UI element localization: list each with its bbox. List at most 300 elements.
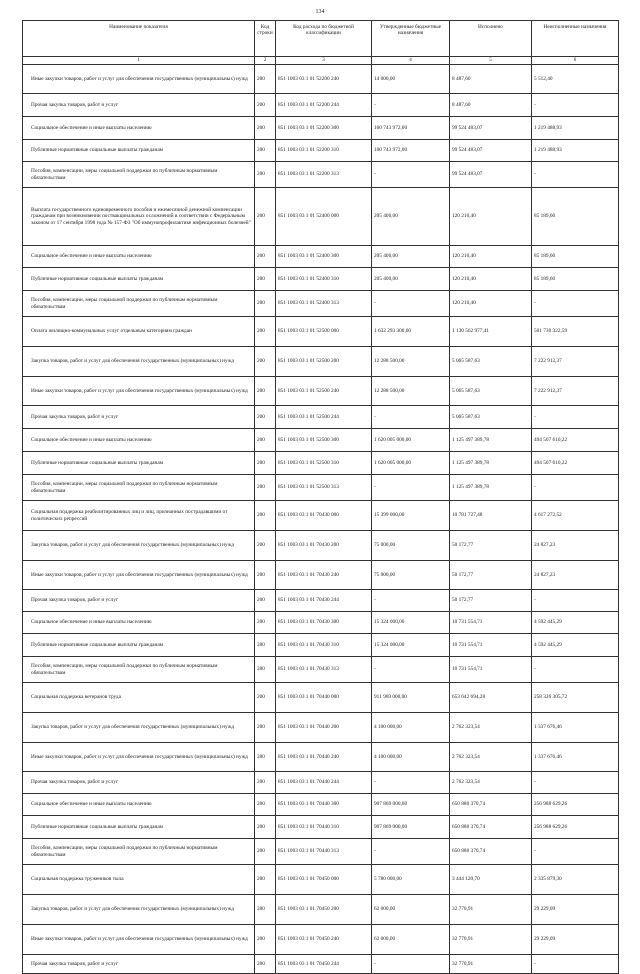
indicator-name-cell [23,657,255,683]
budget-code-text: 851 1003 03 1 01 52400 300 [278,253,339,260]
unexecuted-amount-text: 7 222 912,37 [534,387,562,394]
table-row [23,895,619,925]
approved-amount-cell [372,65,450,94]
budget-code-cell [276,347,372,377]
executed-amount-cell [450,452,532,475]
indicator-name-cell [23,117,255,140]
header-executed: Исполнено [450,21,532,57]
executed-amount-cell [450,561,532,590]
executed-amount-cell [450,531,532,561]
indicator-name-text: Пособия, компенсации, меры социальной поддержки по публичным нормативным обязательствам [31,297,218,310]
approved-amount-text: - [374,848,376,855]
unexecuted-amount-cell [532,839,619,865]
indicator-name-cell [23,816,255,839]
budget-code-cell [276,561,372,590]
budget-code-text: 851 1003 03 1 01 70430 313 [278,666,339,673]
approved-amount-text: - [374,484,376,491]
approved-amount-text: 75 000,00 [374,571,396,578]
budget-code-cell [276,612,372,634]
executed-amount-cell [450,743,532,772]
executed-amount-text: 653 642 694,28 [452,694,486,701]
unexecuted-amount-text: 258 326 305,72 [534,694,568,701]
executed-amount-cell [450,291,532,317]
indicator-name-cell [23,65,255,94]
unexecuted-amount-text: 85 189,60 [534,213,556,220]
budget-code-cell [276,683,372,713]
executed-amount-cell [450,590,532,612]
approved-amount-text: - [374,413,376,420]
line-code-cell [255,865,276,895]
executed-amount-text: 8 487,60 [452,75,471,82]
approved-amount-cell [372,865,450,895]
approved-amount-cell [372,501,450,531]
indicator-name-text: Прочая закупка товаров, работ и услуг [31,960,119,967]
executed-amount-text: 1 125 497 389,78 [452,436,490,443]
approved-amount-text: 911 969 000,00 [374,694,407,701]
approved-amount-text: 1 632 293 300,00 [374,328,412,335]
executed-amount-text: 10 731 554,71 [452,641,483,648]
unexecuted-amount-text: - [534,848,536,855]
line-code-text: 200 [257,641,265,648]
unexecuted-amount-text: 29 229,09 [534,906,556,913]
executed-amount-text: 50 172,77 [452,597,474,604]
approved-amount-cell [372,794,450,816]
approved-amount-text: 15 324 000,00 [374,619,405,626]
unexecuted-amount-text: - [534,300,536,307]
approved-amount-text: 205 400,00 [374,275,398,282]
budget-code-cell [276,743,372,772]
line-code-cell [255,895,276,925]
approved-amount-cell [372,162,450,188]
line-code-text: 200 [257,694,265,701]
line-code-cell [255,377,276,406]
line-code-cell [255,634,276,657]
line-code-cell [255,612,276,634]
indicator-name-cell [23,865,255,895]
approved-amount-cell [372,452,450,475]
budget-code-text: 851 1003 03 1 01 52200 300 [278,124,339,131]
unexecuted-amount-cell [532,612,619,634]
indicator-name-text: Пособия, компенсации, меры социальной поддержки по публичным нормативным обязательствам [31,663,218,676]
approved-amount-text: 62 000,00 [374,936,396,943]
table-row [23,347,619,377]
approved-amount-text: 4 100 000,00 [374,753,402,760]
indicator-name-text: Социальное обеспечение и иные выплаты населению [31,124,152,131]
indicator-name-cell [23,377,255,406]
table-row [23,657,619,683]
table-row [23,406,619,429]
line-code-text: 200 [257,124,265,131]
budget-code-text: 851 1003 03 1 01 52400 000 [278,213,339,220]
table-row [23,713,619,743]
line-code-text: 200 [257,101,265,108]
header-line-code: Код строки [255,21,276,57]
executed-amount-cell [450,955,532,974]
executed-amount-cell [450,188,532,246]
line-code-cell [255,347,276,377]
budget-code-text: 851 1003 03 1 01 52200 310 [278,147,339,154]
table-row [23,94,619,117]
line-code-cell [255,794,276,816]
budget-code-cell [276,452,372,475]
line-code-cell [255,429,276,452]
budget-code-text: 851 1003 03 1 01 70430 310 [278,641,339,648]
budget-code-cell [276,925,372,955]
indicator-name-text: Публичные нормативные социальные выплаты гражданам [31,823,164,830]
approved-amount-cell [372,406,450,429]
table-row [23,794,619,816]
unexecuted-amount-cell [532,531,619,561]
budget-code-text: 851 1003 03 1 01 52500 240 [278,387,339,394]
line-code-cell [255,531,276,561]
approved-amount-cell [372,612,450,634]
budget-code-text: 851 1003 03 1 01 70450 240 [278,936,339,943]
column-number: 1 [23,57,255,65]
executed-amount-cell [450,117,532,140]
approved-amount-text: 15 399 000,00 [374,512,405,519]
unexecuted-amount-text: - [534,413,536,420]
unexecuted-amount-cell [532,895,619,925]
approved-amount-cell [372,188,450,246]
indicator-name-cell [23,531,255,561]
approved-amount-cell [372,925,450,955]
approved-amount-text: 4 100 000,00 [374,724,402,731]
line-code-text: 200 [257,387,265,394]
budget-code-cell [276,839,372,865]
indicator-name-text: Социальная поддержка реабилитированных лиц и лиц, признанных пострадавшими от политических репрессий [31,509,228,522]
budget-code-cell [276,65,372,94]
table-row [23,612,619,634]
line-code-text: 200 [257,147,265,154]
indicator-name-text: Социальная поддержка тружеников тыла [31,876,124,883]
unexecuted-amount-cell [532,743,619,772]
unexecuted-amount-text: 24 827,23 [534,571,556,578]
budget-code-text: 851 1003 03 1 01 52500 200 [278,358,339,365]
unexecuted-amount-cell [532,657,619,683]
unexecuted-amount-cell [532,140,619,162]
column-number: 5 [450,57,532,65]
executed-amount-text: 5 065 587,63 [452,387,480,394]
executed-amount-cell [450,865,532,895]
line-code-cell [255,501,276,531]
column-number: 3 [276,57,372,65]
table-row [23,531,619,561]
budget-code-cell [276,955,372,974]
budget-code-text: 851 1003 03 1 01 70440 313 [278,848,339,855]
table-row [23,188,619,246]
approved-amount-cell [372,291,450,317]
indicator-name-cell [23,612,255,634]
budget-code-text: 851 1003 03 1 01 52500 244 [278,413,339,420]
budget-code-text: 851 1003 03 1 01 52200 244 [278,101,339,108]
line-code-cell [255,117,276,140]
approved-amount-cell [372,895,450,925]
executed-amount-cell [450,683,532,713]
line-code-cell [255,246,276,268]
executed-amount-cell [450,657,532,683]
indicator-name-text: Социальное обеспечение и иные выплаты населению [31,253,152,260]
unexecuted-amount-text: - [534,101,536,108]
budget-code-text: 851 1003 03 1 01 70430 300 [278,619,339,626]
indicator-name-cell [23,955,255,974]
executed-amount-cell [450,501,532,531]
approved-amount-cell [372,743,450,772]
indicator-name-cell [23,188,255,246]
line-code-text: 200 [257,960,265,967]
unexecuted-amount-text: 4 592 445,29 [534,619,562,626]
approved-amount-cell [372,816,450,839]
unexecuted-amount-text: - [534,171,536,178]
indicator-name-cell [23,94,255,117]
approved-amount-cell [372,94,450,117]
executed-amount-text: 99 524 483,07 [452,124,483,131]
line-code-text: 200 [257,724,265,731]
line-code-text: 200 [257,213,265,220]
indicator-name-text: Публичные нормативные социальные выплаты гражданам [31,147,164,154]
unexecuted-amount-cell [532,501,619,531]
unexecuted-amount-text: 1 219 488,93 [534,124,562,131]
executed-amount-cell [450,895,532,925]
unexecuted-amount-cell [532,955,619,974]
indicator-name-cell [23,317,255,347]
executed-amount-cell [450,713,532,743]
table-row [23,117,619,140]
executed-amount-cell [450,162,532,188]
line-code-cell [255,65,276,94]
indicator-name-text: Иные закупки товаров, работ и услуг для обеспечения государственных (муниципальных) нужд [31,936,248,943]
line-code-text: 200 [257,358,265,365]
budget-code-cell [276,772,372,794]
approved-amount-text: 5 780 000,00 [374,876,402,883]
line-code-text: 200 [257,542,265,549]
budget-code-cell [276,246,372,268]
unexecuted-amount-cell [532,683,619,713]
budget-code-text: 851 1003 03 1 01 52500 300 [278,436,339,443]
approved-amount-text: 100 743 972,00 [374,124,408,131]
table-row [23,268,619,291]
approved-amount-text: - [374,101,376,108]
table-row [23,743,619,772]
table-row [23,452,619,475]
unexecuted-amount-cell [532,377,619,406]
unexecuted-amount-text: - [534,779,536,786]
approved-amount-text: 100 743 972,00 [374,147,408,154]
executed-amount-cell [450,839,532,865]
header-unexecuted: Неисполненные назначения [532,21,619,57]
line-code-text: 200 [257,779,265,786]
executed-amount-cell [450,65,532,94]
approved-amount-cell [372,377,450,406]
approved-amount-text: - [374,597,376,604]
indicator-name-cell [23,683,255,713]
unexecuted-amount-text: 494 507 610,22 [534,459,568,466]
executed-amount-text: 650 880 370,74 [452,848,486,855]
table-row [23,246,619,268]
executed-amount-text: 5 065 587,63 [452,358,480,365]
indicator-name-text: Публичные нормативные социальные выплаты гражданам [31,275,164,282]
line-code-text: 200 [257,571,265,578]
budget-code-text: 851 1003 03 1 01 52500 310 [278,459,339,466]
executed-amount-cell [450,268,532,291]
budget-code-cell [276,475,372,501]
indicator-name-cell [23,291,255,317]
indicator-name-cell [23,162,255,188]
table-row [23,865,619,895]
executed-amount-cell [450,429,532,452]
approved-amount-cell [372,475,450,501]
executed-amount-cell [450,140,532,162]
line-code-text: 200 [257,801,265,808]
approved-amount-cell [372,955,450,974]
line-code-text: 200 [257,300,265,307]
budget-code-cell [276,816,372,839]
indicator-name-cell [23,561,255,590]
budget-code-cell [276,317,372,347]
column-number: 4 [372,57,450,65]
approved-amount-text: - [374,779,376,786]
indicator-name-cell [23,452,255,475]
budget-code-text: 851 1003 03 1 01 70450 244 [278,960,339,967]
unexecuted-amount-text: 2 335 879,30 [534,876,562,883]
unexecuted-amount-cell [532,865,619,895]
budget-code-cell [276,94,372,117]
budget-code-cell [276,140,372,162]
indicator-name-cell [23,475,255,501]
approved-amount-text: - [374,300,376,307]
approved-amount-text: - [374,171,376,178]
indicator-name-cell [23,347,255,377]
table-row [23,590,619,612]
approved-amount-cell [372,590,450,612]
indicator-name-cell [23,772,255,794]
budget-code-text: 851 1003 03 1 01 70450 200 [278,906,339,913]
budget-code-text: 851 1003 03 1 01 70430 240 [278,571,339,578]
unexecuted-amount-cell [532,94,619,117]
approved-amount-text: - [374,960,376,967]
unexecuted-amount-cell [532,925,619,955]
line-code-cell [255,657,276,683]
line-code-cell [255,317,276,347]
table-row [23,561,619,590]
line-code-cell [255,140,276,162]
line-code-text: 200 [257,459,265,466]
budget-code-text: 851 1003 03 1 01 70440 310 [278,823,339,830]
unexecuted-amount-text: 29 229,09 [534,936,556,943]
line-code-text: 200 [257,413,265,420]
approved-amount-text: 1 620 005 000,00 [374,436,412,443]
table-row [23,839,619,865]
line-code-cell [255,743,276,772]
budget-code-cell [276,162,372,188]
executed-amount-cell [450,317,532,347]
budget-code-text: 851 1003 03 1 01 52400 310 [278,275,339,282]
line-code-cell [255,406,276,429]
table-row [23,140,619,162]
approved-amount-cell [372,246,450,268]
approved-amount-cell [372,561,450,590]
indicator-name-text: Закупка товаров, работ и услуг для обеспечения государственных (муниципальных) нужд [31,542,234,549]
line-code-cell [255,772,276,794]
line-code-text: 200 [257,436,265,443]
unexecuted-amount-cell [532,162,619,188]
line-code-text: 200 [257,484,265,491]
line-code-text: 200 [257,171,265,178]
unexecuted-amount-cell [532,794,619,816]
indicator-name-text: Выплата государственного единовременного пособия и ежемесячной денежной компенсации гражданам при возникновении поствакцинальных осложнений в соответствии с Федеральным законом от 17 сентября 1998 года № 157-ФЗ "Об иммунопрофилактике инфекционных болезней" [31,207,251,226]
table-row [23,683,619,713]
approved-amount-cell [372,531,450,561]
executed-amount-text: 32 770,91 [452,906,474,913]
indicator-name-text: Оплата жилищно-коммунальных услуг отдельным категориям граждан [31,328,192,335]
budget-code-cell [276,657,372,683]
indicator-name-text: Прочая закупка товаров, работ и услуг [31,101,119,108]
executed-amount-cell [450,772,532,794]
approved-amount-cell [372,268,450,291]
table-row [23,501,619,531]
indicator-name-text: Прочая закупка товаров, работ и услуг [31,413,119,420]
executed-amount-text: 3 444 120,70 [452,876,480,883]
line-code-cell [255,452,276,475]
line-code-text: 200 [257,328,265,335]
executed-amount-text: 120 210,40 [452,213,476,220]
unexecuted-amount-text: 7 222 912,37 [534,358,562,365]
unexecuted-amount-cell [532,188,619,246]
unexecuted-amount-cell [532,406,619,429]
line-code-cell [255,590,276,612]
budget-code-cell [276,531,372,561]
approved-amount-text: 75 000,00 [374,542,396,549]
indicator-name-cell [23,743,255,772]
indicator-name-text: Социальное обеспечение и иные выплаты населению [31,436,152,443]
unexecuted-amount-text: 1 219 488,93 [534,147,562,154]
unexecuted-amount-text: 4 592 445,29 [534,641,562,648]
approved-amount-cell [372,429,450,452]
budget-code-cell [276,590,372,612]
executed-amount-text: 10 731 554,71 [452,619,483,626]
budget-code-text: 851 1003 03 1 01 70450 000 [278,876,339,883]
executed-amount-cell [450,246,532,268]
indicator-name-text: Иные закупки товаров, работ и услуг для обеспечения государственных (муниципальных) нужд [31,387,248,394]
approved-amount-text: 907 869 000,00 [374,823,408,830]
indicator-name-text: Прочая закупка товаров, работ и услуг [31,779,119,786]
indicator-name-cell [23,246,255,268]
approved-amount-text: 15 324 000,00 [374,641,405,648]
line-code-cell [255,475,276,501]
budget-code-cell [276,188,372,246]
table-row [23,377,619,406]
indicator-name-text: Иные закупки товаров, работ и услуг для обеспечения государственных (муниципальных) нужд [31,571,248,578]
table-body [23,65,619,974]
column-number: 2 [255,57,276,65]
budget-code-text: 851 1003 03 1 01 52500 313 [278,484,339,491]
executed-amount-text: 5 065 587,63 [452,413,480,420]
line-code-text: 200 [257,753,265,760]
indicator-name-cell [23,925,255,955]
indicator-name-cell [23,713,255,743]
budget-code-cell [276,713,372,743]
indicator-name-text: Социальное обеспечение и иные выплаты населению [31,801,152,808]
line-code-text: 200 [257,619,265,626]
indicator-name-text: Социальная поддержка ветеранов труда [31,694,121,701]
budget-code-cell [276,291,372,317]
unexecuted-amount-cell [532,634,619,657]
indicator-name-text: Закупка товаров, работ и услуг для обеспечения государственных (муниципальных) нужд [31,906,234,913]
indicator-name-text: Пособия, компенсации, меры социальной поддержки по публичным нормативным обязательствам [31,168,218,181]
executed-amount-text: 650 880 370,74 [452,823,486,830]
executed-amount-cell [450,612,532,634]
budget-code-text: 851 1003 03 1 01 70430 000 [278,512,339,519]
line-code-cell [255,162,276,188]
